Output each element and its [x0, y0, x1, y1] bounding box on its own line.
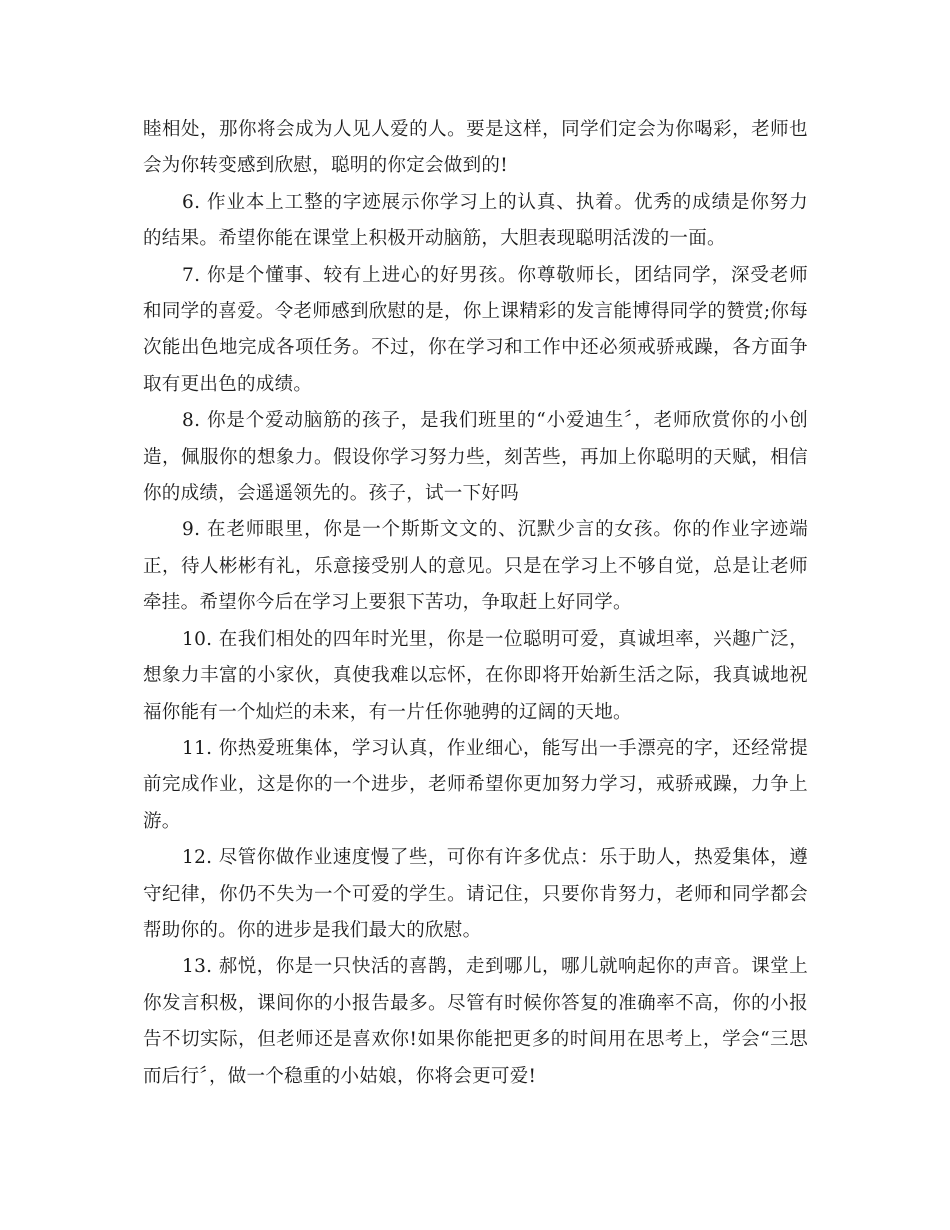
paragraph-item-6: 6. 作业本上工整的字迹展示你学习上的认真、执着。优秀的成绩是你努力的结果。希望你能在课堂上积极开动脑筋，大胆表现聪明活泼的一面。	[143, 191, 808, 250]
paragraph-item-13: 13. 郝悦，你是一只快活的喜鹊，走到哪儿，哪儿就响起你的声音。课堂上你发言积极，课间你的小报告最多。尽管有时候你答复的准确率不高，你的小报告不切实际，但老师还是喜欢你!如果你能把更多的时间用在思考上，学会“三思而后行〞，做一个稳重的小姑娘，你将会更可爱!	[143, 956, 808, 1087]
paragraph-item-7: 7. 你是个懂事、较有上进心的好男孩。你尊敬师长，团结同学，深受老师和同学的喜爱。令老师感到欣慰的是，你上课精彩的发言能博得同学的赞赏;你每次能出色地完成各项任务。不过，你在学习和工作中还必须戒骄戒躁，各方面争取有更出色的成绩。	[143, 264, 808, 395]
paragraph-item-11: 11. 你热爱班集体，学习认真，作业细心，能写出一手漂亮的字，还经常提前完成作业，这是你的一个进步，老师希望你更加努力学习，戒骄戒躁，力争上游。	[143, 737, 808, 832]
paragraph-continuation: 睦相处，那你将会成为人见人爱的人。要是这样，同学们定会为你喝彩，老师也会为你转变感到欣慰，聪明的你定会做到的!	[143, 119, 808, 177]
paragraph-item-8: 8. 你是个爱动脑筋的孩子，是我们班里的“小爱迪生〞，老师欣赏你的小创造，佩服你的想象力。假设你学习努力些，刻苦些，再加上你聪明的天赋，相信你的成绩，会遥遥领先的。孩子，试一下好吗	[143, 410, 808, 505]
document-body	[143, 112, 808, 1095]
paragraph-item-12: 12. 尽管你做作业速度慢了些，可你有许多优点：乐于助人，热爱集体，遵守纪律，你仍不失为一个可爱的学生。请记住，只要你肯努力，老师和同学都会帮助你的。你的进步是我们最大的欣慰。	[143, 847, 808, 941]
paragraph-item-9: 9. 在老师眼里，你是一个斯斯文文的、沉默少言的女孩。你的作业字迹端正，待人彬彬有礼，乐意接受别人的意见。只是在学习上不够自觉，总是让老师牵挂。希望你今后在学习上要狠下苦功，争取赶上好同学。	[143, 519, 808, 614]
paragraph-item-10: 10. 在我们相处的四年时光里，你是一位聪明可爱，真诚坦率，兴趣广泛，想象力丰富的小家伙，真使我难以忘怀，在你即将开始新生活之际，我真诚地祝福你能有一个灿烂的未来，有一片任你驰骋的辽阔的天地。	[143, 628, 808, 723]
